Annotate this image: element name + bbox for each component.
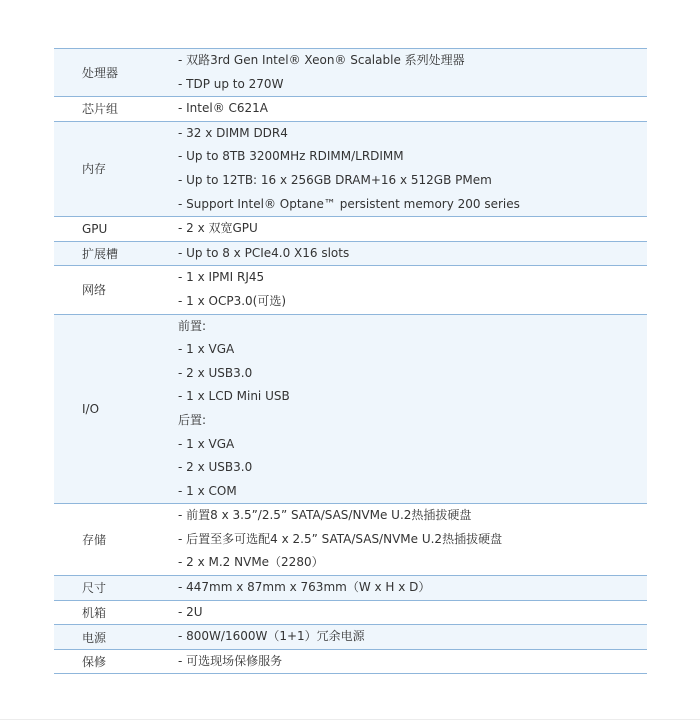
spec-key: 网络 <box>82 283 107 298</box>
spec-value-line: - Up to 8 x PCIe4.0 X16 slots <box>178 245 350 260</box>
spec-values <box>171 121 647 216</box>
spec-row-network <box>54 266 647 314</box>
spec-value-line: - 2 x 双宽GPU <box>178 221 258 236</box>
spec-key: I/O <box>82 401 100 416</box>
spec-value-line: - Support Intel® Optane™ persistent memory 200 series <box>178 196 520 211</box>
spec-value-line: - 2 x USB3.0 <box>178 460 253 475</box>
spec-values <box>171 649 647 674</box>
spec-row-memory <box>54 121 647 216</box>
spec-value-line: - Up to 12TB: 16 x 256GB DRAM+16 x 512GB PMem <box>178 172 492 187</box>
spec-values <box>171 314 647 504</box>
spec-row-cpu <box>54 49 647 97</box>
spec-key: GPU <box>82 221 108 236</box>
spec-key: 机箱 <box>82 605 107 620</box>
spec-row-power <box>54 625 647 650</box>
spec-row-chipset <box>54 97 647 122</box>
spec-value-line: - 1 x OCP3.0(可选) <box>178 293 287 308</box>
spec-row-gpu <box>54 217 647 242</box>
spec-value-line: - 2 x USB3.0 <box>178 365 253 380</box>
spec-value-line: - 2U <box>178 604 203 619</box>
spec-key: 尺寸 <box>82 581 107 596</box>
spec-value-line: 后置: <box>178 412 207 427</box>
spec-values <box>171 241 647 266</box>
spec-key: 芯片组 <box>82 102 119 117</box>
spec-values <box>171 576 647 601</box>
spec-row-dimensions <box>54 576 647 601</box>
spec-key: 处理器 <box>82 66 119 81</box>
spec-value-line: 前置: <box>178 318 207 333</box>
spec-key: 保修 <box>82 655 107 670</box>
spec-values <box>171 600 647 625</box>
spec-values <box>171 97 647 122</box>
spec-value-line: - 前置8 x 3.5”/2.5” SATA/SAS/NVMe U.2热插拔硬盘 <box>178 508 472 523</box>
spec-row-io <box>54 314 647 504</box>
spec-table-body <box>54 49 647 674</box>
spec-row-chassis <box>54 600 647 625</box>
spec-value-line: - TDP up to 270W <box>178 76 284 91</box>
spec-value-line: - 1 x VGA <box>178 342 235 357</box>
spec-value-line: - 双路3rd Gen Intel® Xeon® Scalable 系列处理器 <box>178 53 465 67</box>
spec-key: 存储 <box>82 533 107 548</box>
spec-values <box>171 49 647 97</box>
spec-value-line: - Intel® C621A <box>178 101 269 116</box>
spec-values <box>171 217 647 242</box>
spec-row-warranty <box>54 649 647 674</box>
spec-key: 扩展槽 <box>82 247 119 262</box>
spec-values <box>171 266 647 314</box>
spec-key: 电源 <box>82 630 107 645</box>
spec-values <box>171 504 647 576</box>
spec-value-line: - 1 x VGA <box>178 436 235 451</box>
spec-values <box>171 625 647 650</box>
spec-value-line: - 447mm x 87mm x 763mm（W x H x D） <box>178 580 431 595</box>
spec-value-line: - 2 x M.2 NVMe（2280） <box>178 555 324 570</box>
spec-row-expansion <box>54 241 647 266</box>
spec-value-line: - 1 x LCD Mini USB <box>178 389 290 404</box>
spec-value-line: - 32 x DIMM DDR4 <box>178 125 288 140</box>
spec-value-line: - 后置至多可选配4 x 2.5” SATA/SAS/NVMe U.2热插拔硬盘 <box>178 531 503 546</box>
spec-table <box>54 48 647 674</box>
spec-key: 内存 <box>82 162 107 177</box>
spec-value-line: - 1 x COM <box>178 483 237 498</box>
spec-value-line: - 800W/1600W（1+1）冗余电源 <box>178 629 365 644</box>
spec-value-line: - 1 x IPMI RJ45 <box>178 270 265 285</box>
spec-row-storage <box>54 504 647 576</box>
spec-value-line: - Up to 8TB 3200MHz RDIMM/LRDIMM <box>178 149 404 164</box>
spec-value-line: - 可选现场保修服务 <box>178 653 283 668</box>
page-divider <box>0 719 700 720</box>
